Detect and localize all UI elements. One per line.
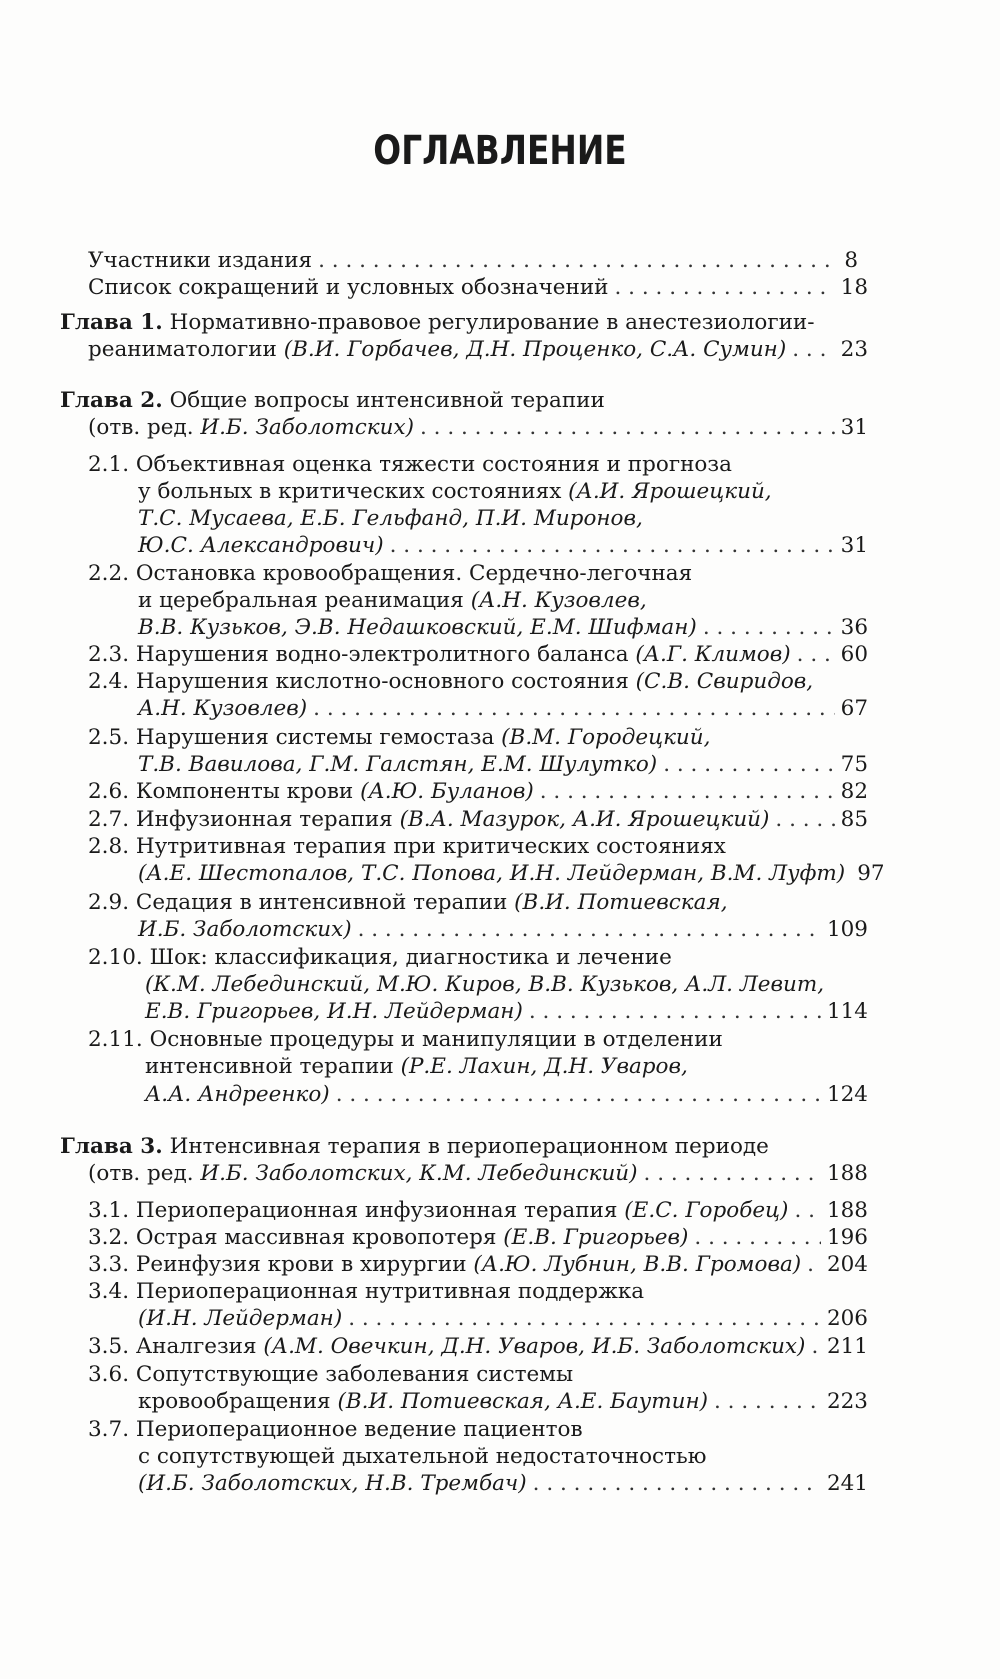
- page-number: 109: [826, 917, 868, 942]
- leader-dots: [540, 778, 835, 806]
- section-entry[interactable]: 2.1. Объективная оценка тяжести состояния и прогноза: [88, 452, 732, 477]
- section-entry[interactable]: 2.11. Основные процедуры и манипуляции в отделении: [88, 1027, 723, 1052]
- leader-dots: [390, 532, 835, 560]
- leader-dots: [336, 1081, 821, 1109]
- section-entry[interactable]: 3.4. Периоперационная нутритивная поддержка: [88, 1279, 645, 1304]
- toc-entry[interactable]: И.Б. Заболотских) . . . 109: [0, 916, 868, 944]
- chapter-heading[interactable]: Глава 3. Интенсивная терапия в периоперационном периоде: [60, 1134, 769, 1159]
- page-number: 241: [826, 1471, 868, 1496]
- page-title: ОГЛАВЛЕНИЕ: [373, 128, 627, 174]
- page-number: 8: [844, 248, 858, 273]
- toc-entry[interactable]: (И.Б. Заболотских, Н.В. Трембач) . . . 241: [0, 1470, 868, 1498]
- page-number: 82: [840, 779, 868, 804]
- toc-entry[interactable]: (И.Н. Лейдерман) . . . 206: [0, 1305, 868, 1333]
- leader-dots: [792, 336, 834, 364]
- leader-dots: [807, 1251, 821, 1279]
- section-entry[interactable]: 2.9. Седация в интенсивной терапии (В.И. Потиевская,: [88, 890, 728, 915]
- toc-entry[interactable]: (А.Е. Шестопалов, Т.С. Попова, И.Н. Лейдерман, В.М. Луфт) 97: [138, 861, 885, 886]
- toc-entry[interactable]: (отв. ред. И.Б. Заболотских, К.М. Лебединский) . . . 188: [0, 1160, 868, 1188]
- page-number: 211: [826, 1334, 868, 1359]
- leader-dots: [348, 1305, 821, 1333]
- section-entry[interactable]: 2.8. Нутритивная терапия при критических состояниях: [88, 834, 726, 859]
- section-entry[interactable]: 3.6. Сопутствующие заболевания системы: [88, 1362, 574, 1387]
- leader-dots: [533, 1470, 821, 1498]
- leader-dots: [644, 1160, 821, 1188]
- leader-dots: [714, 1388, 821, 1416]
- leader-dots: [663, 751, 834, 779]
- leader-dots: [775, 806, 834, 834]
- toc-entry[interactable]: Т.В. Вавилова, Г.М. Галстян, Е.М. Шулутко) . . . 75: [0, 751, 868, 779]
- section-entry[interactable]: 2.5. Нарушения системы гемостаза (В.М. Городецкий,: [88, 725, 711, 750]
- toc-page: ОГЛАВЛЕНИЕ Участники издания . . . 8 Список сокращений и условных обозначений . . . 18 Глава 1. Нормативно-правовое регулирование в анестезиологии- реаниматологии (В.И. Горбачев, Д.Н. Проценко, С.А. Сумин) . . . 23 Глава 2. Общие вопросы интенсивной терапии (отв. ред. И.Б. Заболотских) . . . 31 2.1. Объективная оценка тяжести состояния и прогноза у больных в критических состояниях (А.И. Ярошецкий, Т.С. Мусаева, Е.Б. Гельфанд, П.И. Миронов, Ю.С. Александрович) . . . 31 2.2. Остановка кровообращения. Сердечно-легочная и церебральная реанимация (А.Н. Кузовлев, В.В. Кузьков, Э.В. Недашковский, Е.М. Шифман) . . . 36 2.3. Нарушения водно-электролитного баланса (А.Г. Климов) . . . 60 2.4. Нарушения кислотно-основного состояния (С.В. Свиридов, А.Н. Кузовлев) . . . 67 2.5. Нарушения системы гемостаза (В.М. Городецкий, Т.В. Вавилова, Г.М. Галстян, Е.М. Шулутко) . . . 75 2.6. Компоненты крови (А.Ю. Буланов) . . . 82 2.7. Инфузионная терапия (В.А. Мазурок, А.И. Ярошецкий) . . . 85 2.8. Нутритивная терапия при критических состояниях (А.Е. Шестопалов, Т.С. Попова, И.Н. Лейдерман, В.М. Луфт) 97 2.9. Седация в интенсивной терапии (В.И. Потиевская, И.Б. Заболотских) . . . 109 2.10. Шок: классификация, диагностика и лечение (К.М. Лебединский, М.Ю. Киров, В.В. Кузьков, А.Л. Левит, Е.В. Григорьев, И.Н. Лейдерман) . . . 114 2.11. Основные процедуры и манипуляции в отделении интенсивной терапии (Р.Е. Лахин, Д.Н. Уваров, А.А. Андреенко) . . . 124 Глава 3. Интенсивная терапия в периоперационном периоде (отв. ред. И.Б. Заболотских, К.М. Лебединский) . . . 188 3.1. Периоперационная инфузионная терапия (Е.С. Горобец) . . . 188 3.2. Острая массивная кровопотеря (Е.В. Григорьев) . . . 196 3.3. Реинфузия крови в хирургии (А.Ю. Лубнин, В.В. Громова) . . . 204 3.4. Периоперационная нутритивная поддержка (И.Н. Лейдерман) . . . 206 3.5. Аналгезия (А.М. Овечкин, Д.Н. Уваров, И.Б. Заболотских) . . . 211 3.6. Сопутствующие заболевания системы кровообращения (В.И. Потиевская, А.Е. Баутин) . . . 223 3.7. Периоперационное ведение пациентов с сопутствующей дыхательной недостаточностью (И.Б. Заболотских, Н.В. Трембач) . . . 241: [0, 0, 1000, 1679]
- chapter-heading[interactable]: Глава 2. Общие вопросы интенсивной терапии: [60, 388, 605, 413]
- leader-dots: [318, 247, 838, 275]
- toc-entry[interactable]: (отв. ред. И.Б. Заболотских) . . . 31: [0, 414, 868, 442]
- page-number: 97: [857, 861, 885, 886]
- toc-entry[interactable]: реаниматологии (В.И. Горбачев, Д.Н. Проценко, С.А. Сумин) . . . 23: [0, 336, 868, 364]
- page-number: 204: [826, 1252, 868, 1277]
- page-number: 31: [840, 533, 868, 558]
- toc-entry[interactable]: Участники издания . . . 8: [0, 247, 858, 275]
- section-entry[interactable]: 2.3. Нарушения водно-электролитного баланса (А.Г. Климов) . . . 60: [0, 641, 868, 669]
- page-number: 196: [826, 1225, 868, 1250]
- page-number: 18: [840, 275, 868, 300]
- toc-entry[interactable]: А.А. Андреенко) . . . 124: [0, 1081, 868, 1109]
- page-number: 124: [826, 1082, 868, 1107]
- leader-dots: [797, 641, 835, 669]
- toc-entry[interactable]: Список сокращений и условных обозначений . . . 18: [0, 274, 868, 302]
- page-number: 75: [840, 752, 868, 777]
- chapter-heading[interactable]: Глава 1. Нормативно-правовое регулирование в анестезиологии-: [60, 310, 815, 335]
- section-entry[interactable]: 3.7. Периоперационное ведение пациентов: [88, 1417, 583, 1442]
- section-entry[interactable]: 2.4. Нарушения кислотно-основного состояния (С.В. Свиридов,: [88, 669, 814, 694]
- leader-dots: [811, 1333, 821, 1361]
- page-number: 31: [840, 415, 868, 440]
- section-entry[interactable]: 2.7. Инфузионная терапия (В.А. Мазурок, А.И. Ярошецкий) . . . 85: [0, 806, 868, 834]
- page-number: 60: [840, 642, 868, 667]
- section-entry[interactable]: 3.2. Острая массивная кровопотеря (Е.В. Григорьев) . . . 196: [0, 1224, 868, 1252]
- leader-dots: [694, 1224, 821, 1252]
- section-entry[interactable]: 2.6. Компоненты крови (А.Ю. Буланов) . . . 82: [0, 778, 868, 806]
- toc-entry[interactable]: В.В. Кузьков, Э.В. Недашковский, Е.М. Шифман) . . . 36: [0, 614, 868, 642]
- section-entry[interactable]: 3.5. Аналгезия (А.М. Овечкин, Д.Н. Уваров, И.Б. Заболотских) . . . 211: [0, 1333, 868, 1361]
- leader-dots: [615, 274, 835, 302]
- page-number: 67: [840, 696, 868, 721]
- page-number: 23: [840, 337, 868, 362]
- leader-dots: [529, 998, 821, 1026]
- leader-dots: [420, 414, 835, 442]
- leader-dots: [794, 1197, 821, 1225]
- section-entry[interactable]: 2.10. Шок: классификация, диагностика и лечение: [88, 945, 672, 970]
- section-entry[interactable]: 2.2. Остановка кровообращения. Сердечно-легочная: [88, 561, 693, 586]
- page-number: 85: [840, 807, 868, 832]
- section-entry[interactable]: 3.3. Реинфузия крови в хирургии (А.Ю. Лубнин, В.В. Громова) . . . 204: [0, 1251, 868, 1279]
- toc-entry[interactable]: А.Н. Кузовлев) . . . 67: [0, 695, 868, 723]
- leader-dots: [313, 695, 834, 723]
- page-number: 188: [826, 1161, 868, 1186]
- page-number: 223: [826, 1389, 868, 1414]
- toc-entry[interactable]: Е.В. Григорьев, И.Н. Лейдерман) . . . 114: [0, 998, 868, 1026]
- toc-entry[interactable]: Ю.С. Александрович) . . . 31: [0, 532, 868, 560]
- leader-dots: [703, 614, 835, 642]
- page-number: 114: [826, 999, 868, 1024]
- page-number: 206: [826, 1306, 868, 1331]
- leader-dots: [358, 916, 821, 944]
- page-number: 36: [840, 615, 868, 640]
- toc-entry[interactable]: кровообращения (В.И. Потиевская, А.Е. Баутин) . . . 223: [0, 1388, 868, 1416]
- section-entry[interactable]: 3.1. Периоперационная инфузионная терапия (Е.С. Горобец) . . . 188: [0, 1197, 868, 1225]
- page-number: 188: [826, 1198, 868, 1223]
